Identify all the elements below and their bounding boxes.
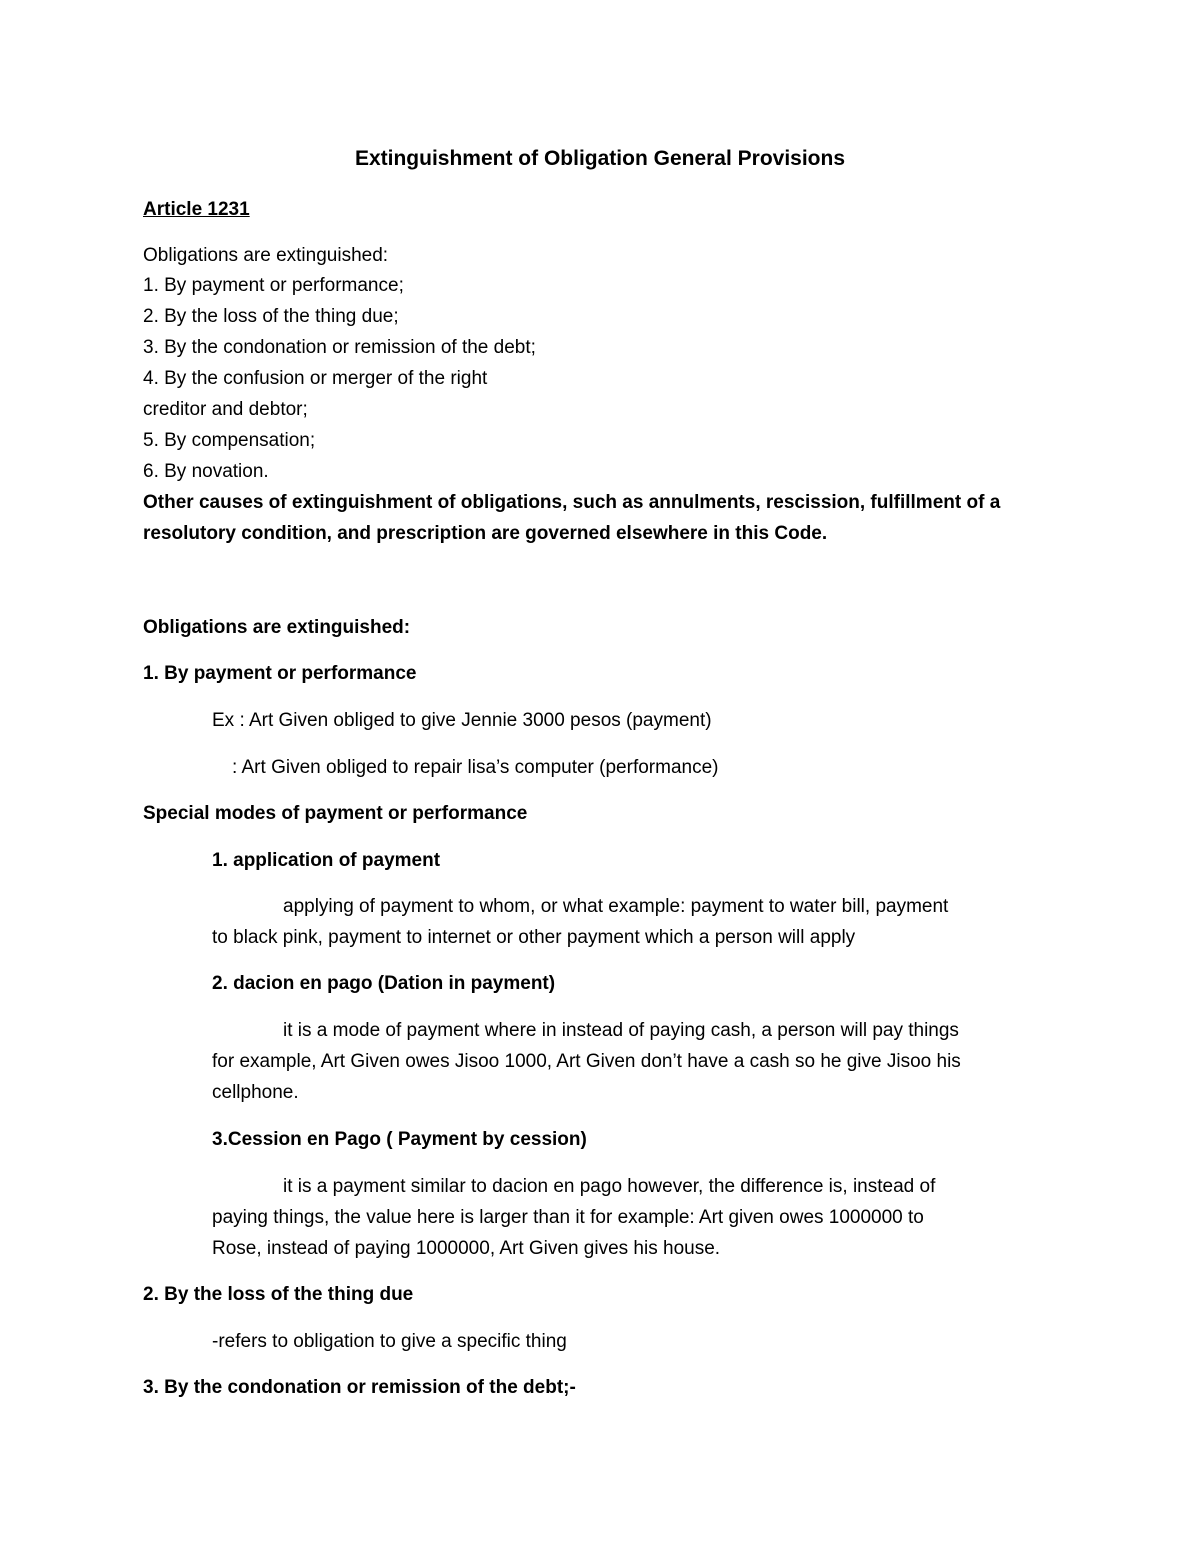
point1-example: : Art Given obliged to repair lisa’s computer (performance) [232,757,719,778]
point2-heading: 2. By the loss of the thing due [143,1284,414,1305]
point3-heading: 3. By the condonation or remission of the debt;- [143,1377,576,1398]
article-item: 2. By the loss of the thing due; [143,306,399,327]
article-item: 5. By compensation; [143,430,316,451]
mode3-text: Rose, instead of paying 1000000, Art Given gives his house. [212,1238,721,1259]
article-item: creditor and debtor; [143,399,308,420]
mode3-heading: 3.Cession en Pago ( Payment by cession) [212,1129,587,1150]
mode2-text: cellphone. [212,1082,299,1103]
mode2-heading: 2. dacion en pago (Dation in payment) [212,973,556,994]
point1-example: Ex : Art Given obliged to give Jennie 3000 pesos (payment) [212,710,712,731]
mode1-heading: 1. application of payment [212,850,441,871]
other-causes-text: Other causes of extinguishment of obligations, such as annulments, rescission, fulfillment of a [143,492,1001,513]
other-causes-text: resolutory condition, and prescription are governed elsewhere in this Code. [143,523,828,544]
article-item: 1. By payment or performance; [143,275,404,296]
mode1-text: applying of payment to whom, or what example: payment to water bill, payment [283,896,949,917]
mode3-text: it is a payment similar to dacion en pago however, the difference is, instead of [283,1176,936,1197]
special-modes-heading: Special modes of payment or performance [143,803,528,824]
document-title: Extinguishment of Obligation General Provisions [354,147,846,170]
article-item: 3. By the condonation or remission of the debt; [143,337,536,358]
point1-heading: 1. By payment or performance [143,663,417,684]
mode1-text: to black pink, payment to internet or other payment which a person will apply [212,927,856,948]
article-heading: Article 1231 [143,199,250,220]
discussion-intro: Obligations are extinguished: [143,617,411,638]
point2-text: -refers to obligation to give a specific thing [212,1331,567,1352]
article-intro: Obligations are extinguished: [143,245,389,266]
mode2-text: it is a mode of payment where in instead of paying cash, a person will pay things [283,1020,959,1041]
mode2-text: for example, Art Given owes Jisoo 1000, Art Given don’t have a cash so he give Jisoo his [212,1051,961,1072]
mode3-text: paying things, the value here is larger than it for example: Art given owes 1000000 to [212,1207,924,1228]
article-item: 6. By novation. [143,461,269,482]
article-item: 4. By the confusion or merger of the right [143,368,488,389]
